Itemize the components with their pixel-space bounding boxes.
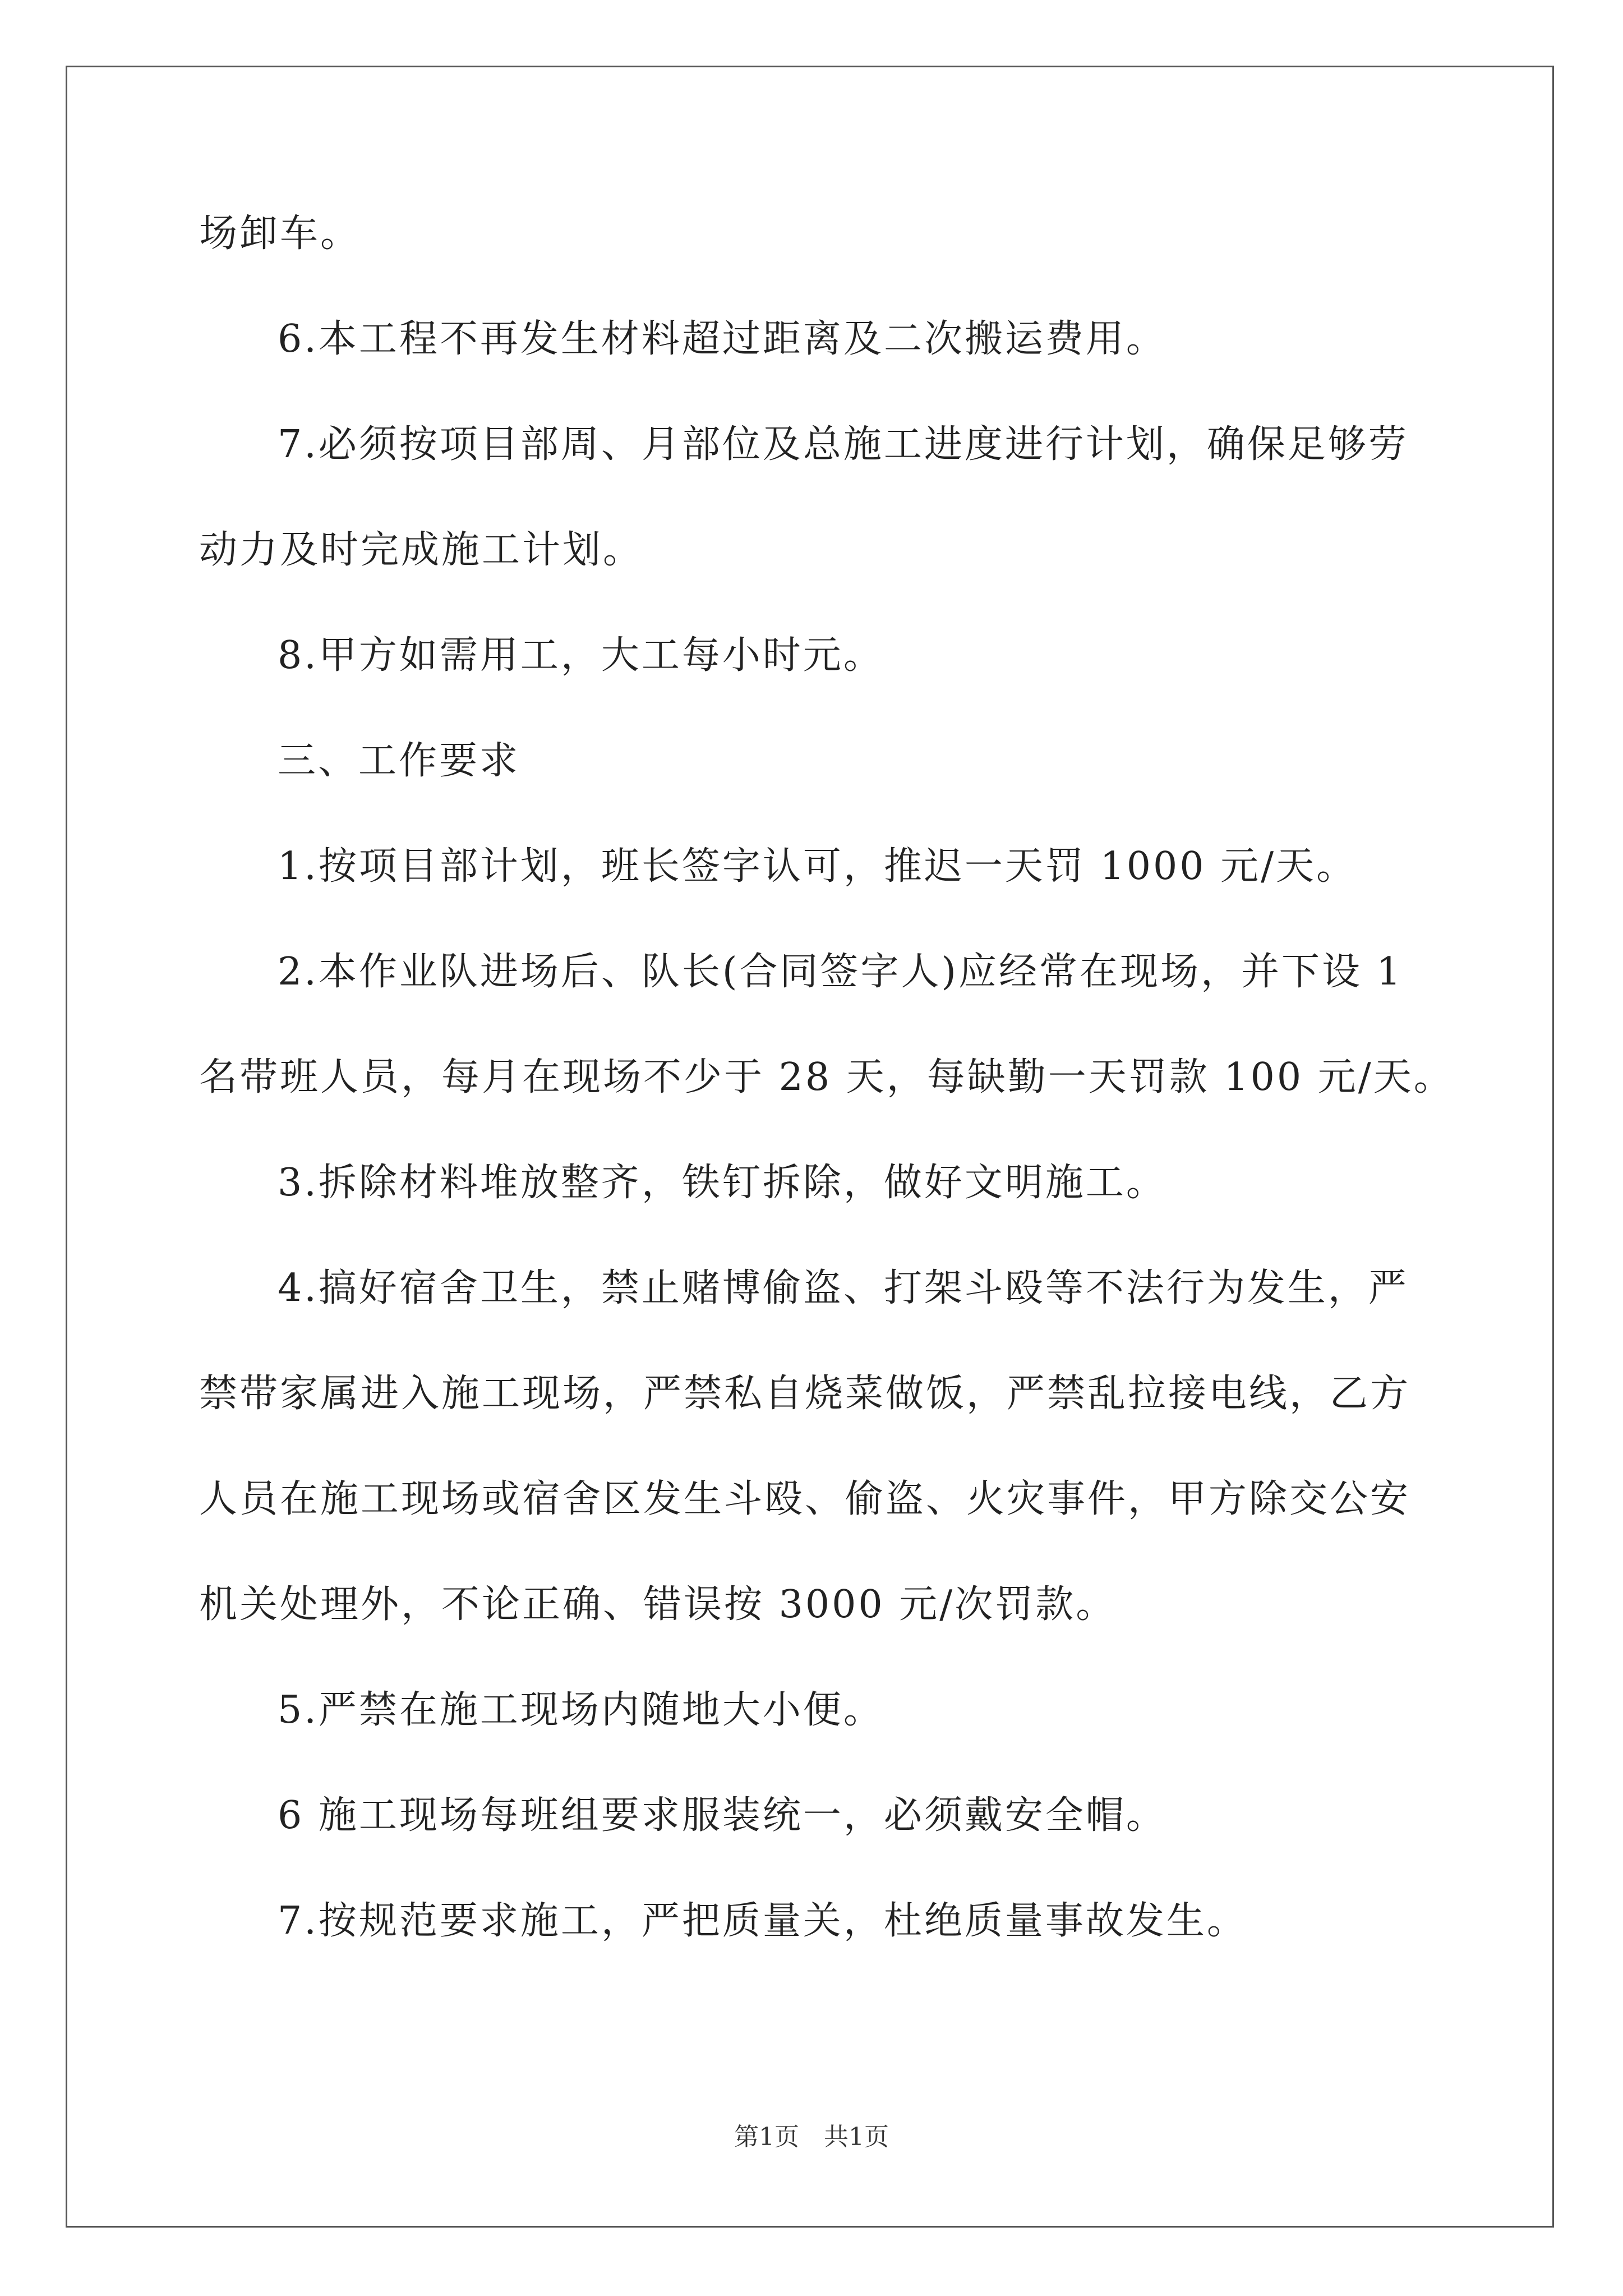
text-line: 3.拆除材料堆放整齐，铁钉拆除，做好文明施工。 — [278, 1161, 1166, 1205]
text-line: 动力及时完成施工计划。 — [199, 528, 644, 572]
text-line: 6 施工现场每班组要求服装统一，必须戴安全帽。 — [278, 1793, 1166, 1838]
document-body — [199, 208, 1454, 2000]
text-line: 名带班人员，每月在现场不少于 28 天，每缺勤一天罚款 100 元/天。 — [199, 1055, 1454, 1099]
text-line: 禁带家属进入施工现场，严禁私自烧菜做饭，严禁乱拉接电线，乙方 — [199, 1372, 1411, 1416]
page-number: 第1页 共1页 — [734, 2123, 889, 2151]
text-line: 1.按项目部计划，班长签字认可，推迟一天罚 1000 元/天。 — [278, 844, 1357, 889]
page-footer — [0, 2122, 1623, 2153]
section-heading: 三、工作要求 — [278, 739, 520, 783]
text-line: 场卸车。 — [199, 211, 361, 256]
text-line: 机关处理外，不论正确、错误按 3000 元/次罚款。 — [199, 1582, 1117, 1627]
text-line: 5.严禁在施工现场内随地大小便。 — [278, 1688, 884, 1732]
text-line: 6.本工程不再发生材料超过距离及二次搬运费用。 — [278, 317, 1166, 361]
text-line: 4.搞好宿舍卫生，禁止赌博偷盗、打架斗殴等不法行为发生，严 — [278, 1266, 1409, 1310]
text-line: 7.必须按项目部周、月部位及总施工进度进行计划，确保足够劳 — [278, 422, 1409, 467]
text-line: 7.按规范要求施工，严把质量关，杜绝质量事故发生。 — [278, 1899, 1247, 1943]
text-line: 人员在施工现场或宿舍区发生斗殴、偷盗、火灾事件，甲方除交公安 — [199, 1477, 1411, 1521]
text-line: 8.甲方如需用工，大工每小时元。 — [278, 633, 884, 678]
text-line: 2.本作业队进场后、队长(合同签字人)应经常在现场，并下设 1 — [278, 950, 1403, 994]
